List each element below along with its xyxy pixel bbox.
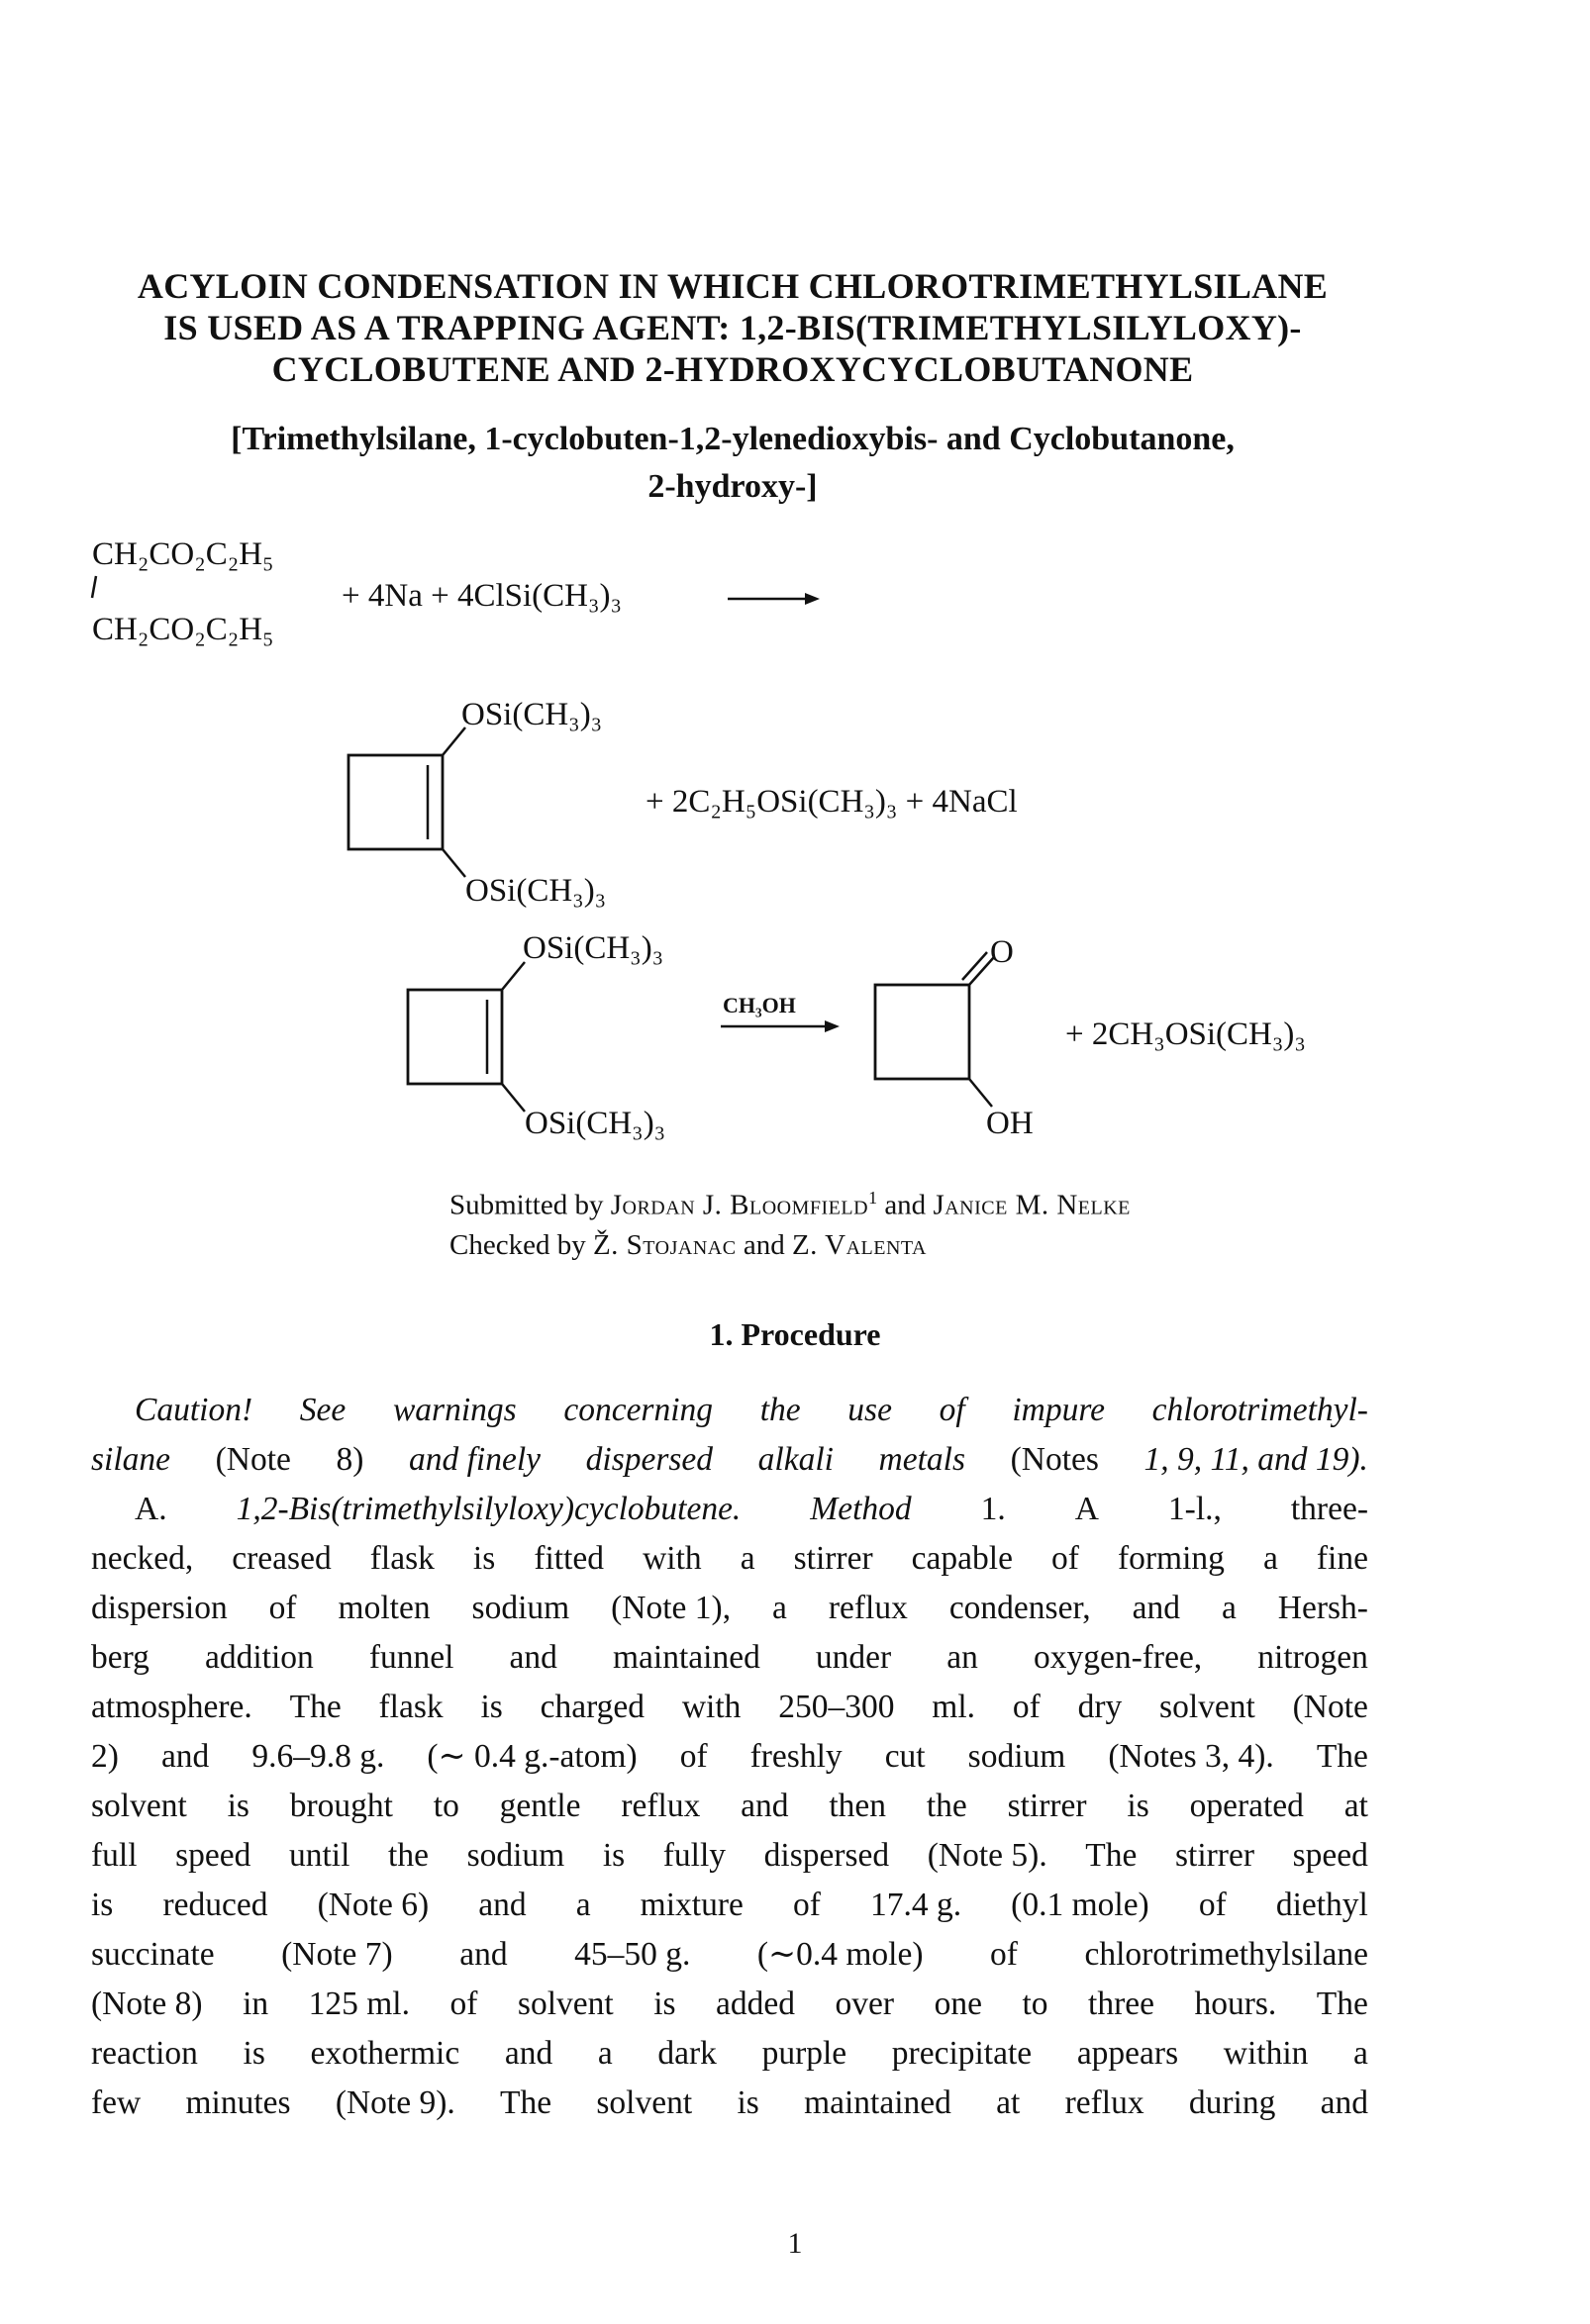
paragraph-word: Method (810, 1491, 912, 1527)
paragraph-word: metals (878, 1441, 965, 1478)
paragraph-word: alkali (757, 1441, 834, 1478)
paragraph-word: and (509, 1639, 557, 1676)
paragraph-word: (Note 8) (91, 1985, 203, 2022)
paragraph-word: (Notes (1010, 1441, 1099, 1478)
paragraph-word: chlorotrimethylsilane (1084, 1936, 1368, 1973)
paragraph-word: to (1022, 1985, 1048, 2022)
paragraph-line (91, 1435, 1368, 1485)
paragraph-word: of (990, 1936, 1018, 1973)
paragraph-word: the (926, 1788, 967, 1824)
section-heading: 1. Procedure (709, 1316, 881, 1352)
paragraph-line (91, 1930, 1368, 1980)
hydroxyl-group: OH (986, 1106, 1034, 1141)
paragraph-word: flask (378, 1689, 444, 1725)
paragraph-word: and (459, 1936, 508, 1973)
paragraph-word: precipitate (891, 2035, 1033, 2072)
paragraph-word: ml. (932, 1689, 976, 1725)
paragraph-word: is (243, 2035, 265, 2072)
paragraph-word: mixture (640, 1887, 744, 1923)
paragraph-word: in (243, 1985, 269, 2022)
paragraph-word: three (1088, 1985, 1154, 2022)
paragraph-word: 1-l., (1167, 1491, 1222, 1527)
paragraph-word: dispersed (585, 1441, 714, 1478)
paragraph-word: brought (289, 1788, 393, 1824)
paragraph-word: forming (1117, 1540, 1225, 1577)
paragraph-word: solvent (1159, 1689, 1255, 1725)
credits (449, 1178, 1131, 1265)
paragraph-word: dark (657, 2035, 717, 2072)
paragraph-word: stirrer (1007, 1788, 1087, 1824)
paragraph-word: freshly (749, 1738, 843, 1775)
paragraph-word: (Note 6) (317, 1887, 430, 1923)
paragraph-word: at (996, 2084, 1021, 2121)
paragraph-word: dispersed (763, 1837, 890, 1874)
paragraph-word: speed (1292, 1837, 1368, 1874)
paragraph-word: (0.1 mole) (1011, 1887, 1149, 1923)
paragraph-line (91, 2029, 1368, 2079)
paragraph-word: reflux (1064, 2084, 1144, 2121)
paragraph-word: under (815, 1639, 892, 1676)
paragraph-word: during (1188, 2084, 1276, 2121)
paragraph-word: 45–50 g. (574, 1936, 691, 1973)
paragraph-line (91, 1584, 1368, 1633)
paragraph-word: (Note 1), (611, 1590, 732, 1626)
paragraph-word: use (847, 1392, 892, 1428)
paragraph-word: and (1132, 1590, 1180, 1626)
submitted-line: Submitted by Jordan J. Bloomfield$^1$ and Janice M. Nelke (449, 1188, 1131, 1221)
paragraph-word: reaction (91, 2035, 198, 2072)
paragraph-word: 1. (980, 1491, 1006, 1527)
paragraph-word: is (653, 1985, 676, 2022)
paragraph-word: fully (662, 1837, 727, 1874)
cyclobutene-ring-1 (348, 727, 465, 877)
paragraph-word: and (504, 2035, 553, 2072)
paragraph-word: dispersion (91, 1590, 228, 1626)
paragraph-word: 1, 9, 11, and 19). (1143, 1441, 1368, 1478)
paragraph-word: berg (91, 1639, 149, 1676)
paragraph-word: (Notes 3, 4). (1108, 1738, 1274, 1775)
paragraph-word: nitrogen (1257, 1639, 1368, 1676)
reactant-top-formula: CH₂CO₂C₂H₅ (92, 536, 274, 572)
paragraph-word: and (1320, 2084, 1368, 2121)
paragraph-line (91, 2079, 1368, 2128)
author-2: Janice M. Nelke (933, 1189, 1131, 1221)
paragraph-word: the (388, 1837, 429, 1874)
paragraph-word: of (1012, 1689, 1041, 1725)
paragraph-line (91, 1831, 1368, 1881)
paragraph-word: dry (1077, 1689, 1123, 1725)
index-name (89, 416, 1376, 511)
paragraph-word: full (91, 1837, 138, 1874)
paragraph-word: chlorotrimethyl- (1151, 1392, 1368, 1428)
paragraph-word: warnings (392, 1392, 517, 1428)
paragraph-word: is (1127, 1788, 1149, 1824)
arrow-reagent-label: CH₃OH (723, 993, 796, 1017)
paragraph-word: a (772, 1590, 787, 1626)
paragraph-word: solvent (91, 1788, 187, 1824)
footnote-mark: 1 (868, 1188, 878, 1208)
paragraph-word: See (299, 1392, 347, 1428)
paragraph-word: maintained (804, 2084, 951, 2121)
paragraph-word: and finely (409, 1441, 542, 1478)
paragraph-word: addition (205, 1639, 314, 1676)
paragraph-word: purple (761, 2035, 847, 2072)
reaction-arrow-1 (728, 593, 820, 605)
paragraph-word: solvent (517, 1985, 614, 2022)
paragraph-word: (Note (1292, 1689, 1368, 1725)
reagents-text: + 4Na + 4ClSi(CH₃)₃ (342, 578, 622, 614)
paragraph-word: creased (232, 1540, 332, 1577)
paragraph-line (91, 1980, 1368, 2029)
paragraph-word: of (939, 1392, 965, 1428)
paragraph-word: and (160, 1738, 210, 1775)
paragraph-word: molten (338, 1590, 431, 1626)
paragraph-word: (Note 7) (281, 1936, 393, 1973)
paragraph-word: one (934, 1985, 982, 2022)
article-title (89, 265, 1376, 390)
paragraph-word: a (575, 1887, 591, 1923)
paragraph-word: within (1223, 2035, 1309, 2072)
paragraph-word: is (602, 1837, 626, 1874)
paragraph-word: a (740, 1540, 755, 1577)
paragraph-word: Hersh- (1277, 1590, 1368, 1626)
paragraph-word: a (1221, 1590, 1237, 1626)
carbonyl-oxygen: O (990, 934, 1014, 970)
paragraph-word: capable (911, 1540, 1013, 1577)
paragraph-word: and (478, 1887, 527, 1923)
paragraph-word: of (1198, 1887, 1227, 1923)
paragraph-word: few (91, 2084, 142, 2121)
paragraph-word: Caution! (135, 1392, 253, 1428)
paragraph-word: impure (1012, 1392, 1105, 1428)
paragraph-word: over (835, 1985, 895, 2022)
paragraph-word: sodium (466, 1837, 565, 1874)
paragraph-line (91, 1633, 1368, 1683)
paragraph-word: fine (1316, 1540, 1368, 1577)
paragraph-word: exothermic (310, 2035, 460, 2072)
reaction-scheme (0, 515, 1590, 1148)
start2-lower-substituent: OSi(CH₃)₃ (525, 1106, 666, 1141)
paragraph-word: (Note 9). (335, 2084, 455, 2121)
paragraph-line (91, 1534, 1368, 1584)
paragraph-word: 9.6–9.8 g. (251, 1738, 385, 1775)
paragraph-word: atmosphere. (91, 1689, 252, 1725)
start2-upper-substituent: OSi(CH₃)₃ (523, 930, 664, 966)
paragraph-word: with (681, 1689, 742, 1725)
paragraph-line (91, 1485, 1368, 1534)
paragraph-word: an (946, 1639, 978, 1676)
paragraph-word: until (289, 1837, 350, 1874)
paragraph-word: 125 ml. (308, 1985, 410, 2022)
paragraph-word: is (227, 1788, 249, 1824)
paragraph-word: (∼0.4 mole) (756, 1936, 924, 1973)
title-line-1: ACYLOIN CONDENSATION IN WHICH CHLOROTRIMETHYLSILANE (137, 266, 1329, 306)
paragraph-word: reflux (828, 1590, 908, 1626)
paragraph-word: funnel (368, 1639, 454, 1676)
paragraph-word: a (1353, 2035, 1368, 2072)
paragraph-word: is (480, 1689, 503, 1725)
paragraph-word: maintained (613, 1639, 760, 1676)
title-line-2: IS USED AS A TRAPPING AGENT: 1,2-BIS(TRIMETHYLSILYLOXY)- (163, 308, 1302, 347)
paragraph-word: speed (175, 1837, 251, 1874)
paragraph-line (91, 1782, 1368, 1831)
paragraph-line (91, 1881, 1368, 1930)
paragraph-word: (Note 5). (927, 1837, 1047, 1874)
paragraph-word: diethyl (1275, 1887, 1368, 1923)
paragraph-word: is (737, 2084, 759, 2121)
byproduct-2: + 2CH₃OSi(CH₃)₃ (1065, 1017, 1306, 1052)
paragraph-word: with (643, 1540, 702, 1577)
paragraph-word: is (472, 1540, 496, 1577)
paragraph-word: operated (1189, 1788, 1304, 1824)
paragraph-word: to (433, 1788, 459, 1824)
paragraph-word: charged (540, 1689, 646, 1725)
paragraph-word: 1,2-Bis(trimethylsilyloxy)cyclobutene. (236, 1491, 742, 1527)
paragraph-word: reflux (621, 1788, 701, 1824)
paragraph-word: a (597, 2035, 613, 2072)
paragraph-word: stirrer (793, 1540, 873, 1577)
paragraph-word: added (716, 1985, 796, 2022)
product1-upper-substituent: OSi(CH₃)₃ (461, 697, 603, 732)
procedure-paragraph (91, 1386, 1368, 2128)
paragraph-word: The (1316, 1738, 1368, 1775)
paragraph-word: A (1074, 1491, 1099, 1527)
paragraph-word: 2) (91, 1738, 119, 1775)
author-1: Jordan J. Bloomfield (610, 1189, 869, 1221)
paragraph-word: hours. (1194, 1985, 1277, 2022)
paragraph-word: three- (1290, 1491, 1368, 1527)
paragraph-word: necked, (91, 1540, 194, 1577)
paragraph-word: at (1343, 1788, 1368, 1824)
paragraph-word: 8) (336, 1441, 364, 1478)
page-number: 1 (787, 2227, 803, 2260)
paragraph-word: the (759, 1392, 801, 1428)
paragraph-word: of (1051, 1540, 1079, 1577)
paragraph-word: sodium (471, 1590, 570, 1626)
paragraph-word: gentle (499, 1788, 581, 1824)
paragraph-word: of (792, 1887, 821, 1923)
title-line-3: CYCLOBUTENE AND 2-HYDROXYCYCLOBUTANONE (271, 349, 1194, 389)
paragraph-word: The (1085, 1837, 1138, 1874)
paragraph-word: of (679, 1738, 708, 1775)
paragraph-word: 17.4 g. (869, 1887, 962, 1923)
paragraph-line (91, 1386, 1368, 1435)
paragraph-word: A. (135, 1491, 167, 1527)
paragraph-word: of (449, 1985, 478, 2022)
paragraph-word: condenser, (948, 1590, 1091, 1626)
paragraph-word: fitted (534, 1540, 605, 1577)
cyclobutanone-ring (875, 952, 994, 1107)
paragraph-word: The (1316, 1985, 1368, 2022)
reactant-bond (92, 576, 96, 598)
paragraph-word: of (268, 1590, 297, 1626)
byproducts-1: + 2C₂H₅OSi(CH₃)₃ + 4NaCl (646, 784, 1018, 820)
paragraph-word: reduced (162, 1887, 268, 1923)
paragraph-word: The (289, 1689, 342, 1725)
paragraph-line (91, 1683, 1368, 1732)
paragraph-word: stirrer (1174, 1837, 1254, 1874)
paragraph-word: flask (369, 1540, 435, 1577)
paragraph-line (91, 1732, 1368, 1782)
paragraph-word: then (829, 1788, 887, 1824)
paragraph-word: minutes (185, 2084, 291, 2121)
checked-line: Checked by Ž. Stojanac and Z. Valenta (449, 1228, 927, 1261)
cyclobutene-ring-2 (408, 962, 525, 1112)
paragraph-word: concerning (563, 1392, 714, 1428)
paragraph-word: (Note (215, 1441, 291, 1478)
product1-lower-substituent: OSi(CH₃)₃ (465, 873, 607, 909)
paragraph-word: sodium (967, 1738, 1066, 1775)
index-name-line-1: [Trimethylsilane, 1-cyclobuten-1,2-ylenedioxybis- and Cyclobutanone, (231, 421, 1235, 457)
paragraph-word: oxygen-free, (1033, 1639, 1203, 1676)
paragraph-word: is (91, 1887, 114, 1923)
paragraph-word: solvent (596, 2084, 693, 2121)
paragraph-word: and (741, 1788, 789, 1824)
paragraph-word: (∼ 0.4 g.-atom) (427, 1738, 638, 1775)
reaction-arrow-2 (721, 1020, 840, 1032)
paragraph-word: silane (91, 1441, 171, 1478)
paragraph-word: 250–300 (778, 1689, 895, 1725)
checker-1: Ž. Stojanac (592, 1228, 737, 1261)
paragraph-word: cut (884, 1738, 926, 1775)
index-name-line-2: 2-hydroxy-] (647, 468, 818, 505)
checker-2: Z. Valenta (791, 1228, 927, 1261)
paragraph-word: The (500, 2084, 552, 2121)
reactant-bottom-formula: CH₂CO₂C₂H₅ (92, 612, 274, 647)
paragraph-word: succinate (91, 1936, 215, 1973)
paragraph-word: a (1262, 1540, 1278, 1577)
paragraph-word: appears (1076, 2035, 1179, 2072)
